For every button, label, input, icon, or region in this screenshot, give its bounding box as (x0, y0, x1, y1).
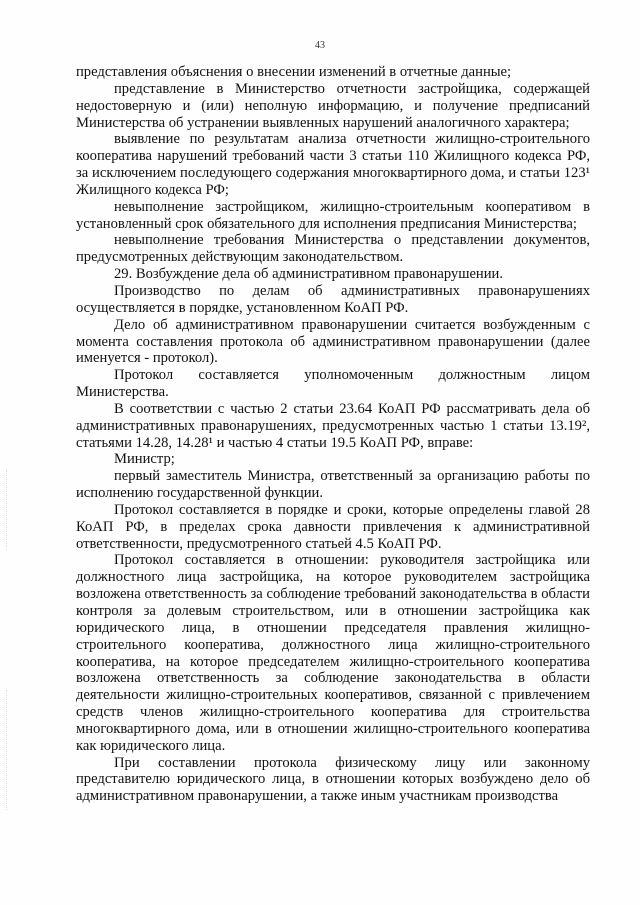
paragraph: В соответствии с частью 2 статьи 23.64 КоАП РФ рассматривать дела об административных правонарушениях, предусмотренных частью 1 статьи 13.19², статьями 14.28, 14.28¹ и частью 4 статьи 19.5 КоАП РФ, вправе: (76, 400, 590, 451)
paragraph: выявление по результатам анализа отчетности жилищно-строительного кооператива нарушений требований части 3 статьи 110 Жилищного кодекса РФ, за исключением последующего содержания многоквартирного дома, и статьи 123¹ Жилищного кодекса РФ; (76, 131, 590, 198)
paragraph: невыполнение требования Министерства о представлении документов, предусмотренных действующим законодательством. (76, 232, 590, 266)
paragraph: Протокол составляется уполномоченным должностным лицом Министерства. (76, 367, 590, 401)
paragraph: Протокол составляется в отношении: руководителя застройщика или должностного лица застройщика, на которое руководителем застройщика возложена ответственность за соблюдение требований законодательства в области контроля за долевым строительством, или в отношении застройщика как юридического лица, в отношении председателя правления жилищно-строительного кооператива, должностного лица жилищно-строительного кооператива, на которое председателем жилищно-строительного кооператива возложена ответственность за соблюдение законодательства в области деятельности жилищно-строительных кооперативов, связанной с привлечением средств членов жилищно-строительного кооператива для строительства многоквартирного дома, или в отношении жилищно-строительного кооператива как юридического лица. (76, 552, 590, 754)
scan-margin-marks (6, 690, 13, 810)
paragraph: Министр; (114, 451, 175, 468)
scan-margin-marks (6, 470, 13, 550)
paragraph: невыполнение застройщиком, жилищно-строительным кооперативом в установленный срок обязательного для исполнения предписания Министерства; (76, 198, 590, 232)
document-body (76, 64, 590, 805)
paragraph: представление в Министерство отчетности застройщика, содержащей недостоверную и (или) неполную информацию, и получение предписаний Министерства об устранении выявленных нарушений аналогичного характера; (76, 80, 590, 131)
page-number: 43 (315, 40, 325, 51)
paragraph: Дело об административном правонарушении считается возбужденным с момента составления протокола об административном правонарушении (далее именуется - протокол). (76, 316, 590, 367)
paragraph: Производство по делам об административных правонарушениях осуществляется в порядке, установленном КоАП РФ. (76, 282, 590, 316)
paragraph: При составлении протокола физическому лицу или законному представителю юридического лица, в отношении которых возбуждено дело об административном правонарушении, а также иным участникам производства (76, 754, 590, 805)
section-heading: 29. Возбуждение дела об административном правонарушении. (114, 266, 504, 283)
paragraph: Протокол составляется в порядке и сроки, которые определены главой 28 КоАП РФ, в пределах срока давности привлечения к административной ответственности, предусмотренного статьей 4.5 КоАП РФ. (76, 501, 590, 552)
paragraph: представления объяснения о внесении изменений в отчетные данные; (76, 64, 512, 80)
paragraph: первый заместитель Министра, ответственный за организацию работы по исполнению государственной функции. (76, 468, 590, 502)
